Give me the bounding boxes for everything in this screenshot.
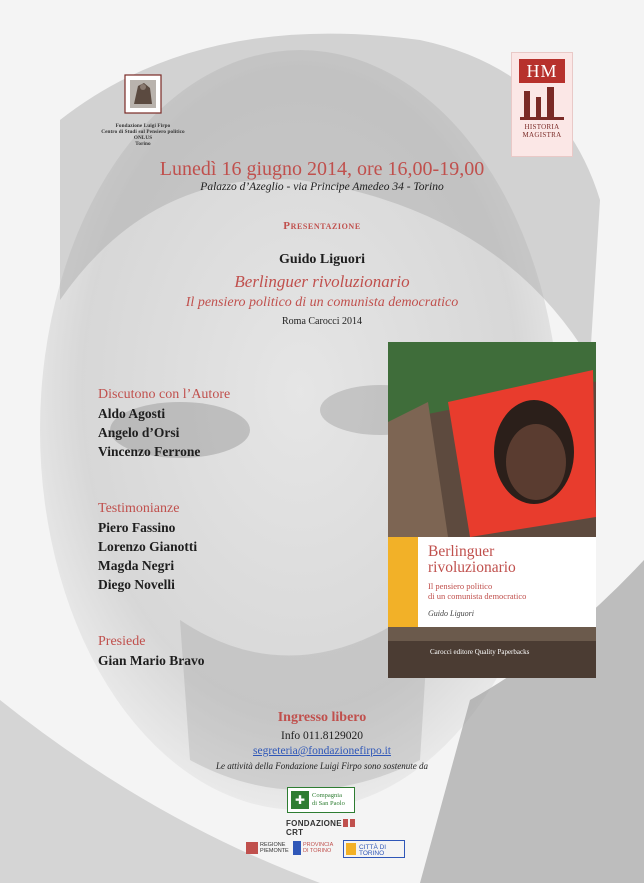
cover-author: Guido Liguori [428,609,475,618]
participant-name: Aldo Agosti [98,406,166,421]
historia-magistra-logo [511,52,573,157]
logo-line: Fondazione Luigi Firpo [115,123,171,129]
crt-bar-icon [350,819,355,827]
sponsor-name [303,842,333,854]
section-heading: Discutono con l’Autore [98,387,231,402]
provincia-torino-logo [293,840,333,858]
fondazione-firpo-logo [78,74,208,147]
logo-line: MAGISTRA [522,131,562,139]
participant-name: Vincenzo Ferrone [98,444,201,459]
event-venue: Palazzo d’Azeglio - via Principe Amedeo 34 - Torino [200,181,444,193]
sponsor-line: PIEMONTE [260,848,289,854]
participant-name: Diego Novelli [98,577,175,592]
sponsor-line: PROVINCIA [303,842,334,848]
logo-line: ONLUS [133,135,153,141]
sponsor-name: CITTÀ DI TORINO [359,844,387,857]
sponsor-line: REGIONE [260,842,286,848]
sponsor-line: DI TORINO [303,848,332,854]
book-author: Guido Liguori [279,252,365,267]
ruins-icon [512,83,572,123]
cover-subtitle-line: Il pensiero politico [428,581,493,591]
book-title: Berlinguer rivoluzionario [234,272,410,291]
book-subtitle: Il pensiero politico di un comunista democratico [185,295,459,310]
section-discutono [98,385,230,461]
section-presiede [98,632,205,670]
support-note: Le attività della Fondazione Luigi Firpo sono sostenute da [216,761,428,771]
contact-email-link[interactable]: segreteria@fondazionefirpo.it [253,745,391,757]
info-phone: Info 011.8129020 [281,730,363,742]
citta-torino-logo [343,840,405,858]
sponsor-name [312,792,345,808]
participant-name: Angelo d’Orsi [98,425,180,440]
participant-name: Lorenzo Gianotti [98,539,198,554]
section-heading: Presiede [98,634,146,649]
participant-name: Gian Mario Bravo [98,653,205,668]
hm-mark: HM [519,59,565,83]
event-type: Presentazione [283,220,361,232]
cross-icon: ✚ [291,791,309,809]
cover-title-panel [388,537,596,627]
book-publisher: Roma Carocci 2014 [282,316,362,327]
provincia-flag-icon [293,841,301,855]
cover-subtitle [428,581,526,601]
participant-name: Magda Negri [98,558,175,573]
section-heading: Testimonianze [98,501,180,516]
crt-bar-icon [343,819,348,827]
book-cover-image [388,342,596,678]
cover-publisher: Carocci editore Quality Paperbacks [430,648,530,656]
logo-line: Torino [135,141,151,147]
cover-title [428,544,516,576]
sponsor-line: Compagnia [312,792,342,799]
city-crest-icon [346,843,356,855]
event-date: Lunedì 16 giugno 2014, ore 16,00-19,00 [159,158,485,180]
cover-title-line: Berlinguer [428,543,495,560]
participant-name: Piero Fassino [98,520,176,535]
cover-subtitle-line: di un comunista democratico [428,591,527,601]
regione-piemonte-logo [246,840,289,858]
logo-line: HISTORIA [524,123,560,131]
cover-yellow-band [388,537,418,627]
sponsor-name [260,842,289,854]
engraving-emblem-icon [124,74,162,114]
sponsor-line: di San Paolo [312,800,345,807]
cover-photo [388,342,596,537]
fondazione-crt-logo: FONDAZIONECRT [286,819,362,837]
cover-title-line: rivoluzionario [428,559,516,576]
regione-flag-icon [246,842,258,854]
compagnia-san-paolo-logo [287,787,355,813]
ingresso-libero: Ingresso libero [277,710,367,725]
section-testimonianze [98,499,197,594]
logo-line: Centro di Studi sul Pensiero politico [101,129,185,135]
